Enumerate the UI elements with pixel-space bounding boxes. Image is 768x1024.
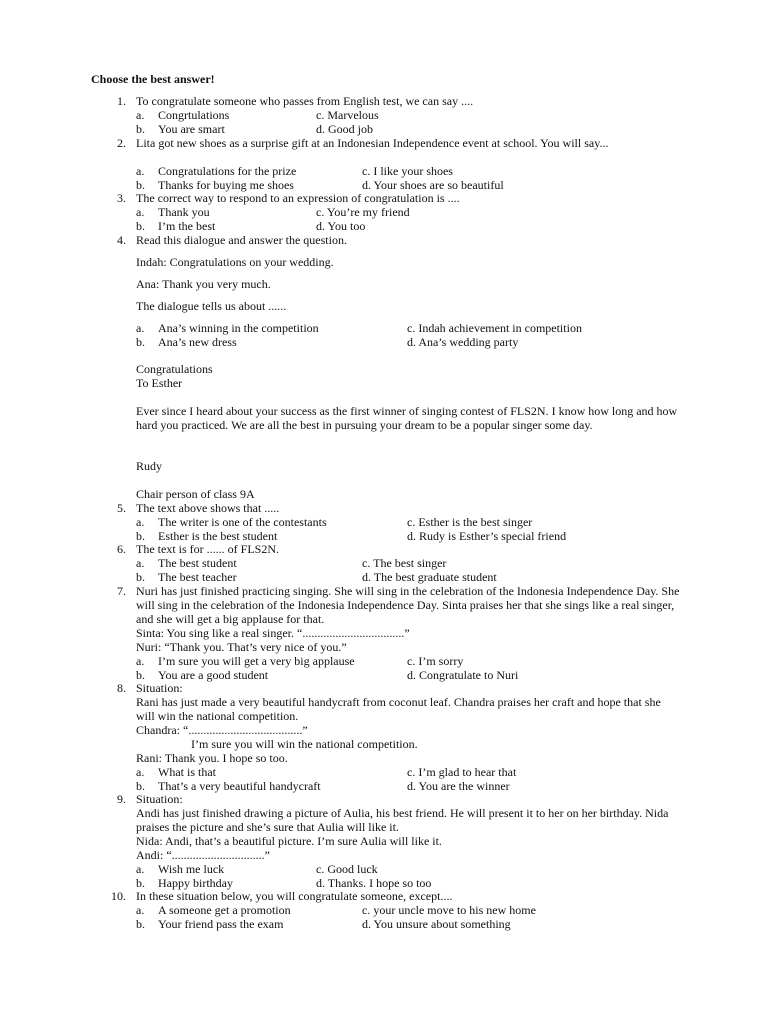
option-c: c. I’m glad to hear that [407,765,517,779]
option-c: c. I’m sorry [407,654,464,668]
option-d: d. Congratulate to Nuri [407,668,519,682]
question-text: To congratulate someone who passes from English test, we can say .... [136,94,474,108]
option-a: a. Thank you [136,205,210,219]
dialogue-line: Nuri: “Thank you. That’s very nice of you.” [136,640,347,654]
option-b: b. The best teacher [136,570,237,584]
option-a: a. Ana’s winning in the competition [136,321,319,335]
option-a: a. I’m sure you will get a very big applause [136,654,355,668]
dialogue-line: Sinta: You sing like a real singer. “..................................” [136,626,410,640]
dialogue-line: Rani: Thank you. I hope so too. [136,751,288,765]
question-number: 6. [117,542,126,556]
option-b: b. Thanks for buying me shoes [136,178,294,192]
instruction-title: Choose the best answer! [91,72,215,86]
dialogue-line: Indah: Congratulations on your wedding. [136,255,334,269]
option-b: b. That’s a very beautiful handycraft [136,779,321,793]
question-number: 7. [117,584,126,598]
option-d: d. Ana’s wedding party [407,335,519,349]
option-a: a. Congratulations for the prize [136,164,297,178]
option-a: a. The writer is one of the contestants [136,515,327,529]
option-a: a. The best student [136,556,237,570]
question-text: Situation: [136,681,183,695]
option-b: b. I’m the best [136,219,216,233]
option-d: d. Rudy is Esther’s special friend [407,529,567,543]
question-text: In these situation below, you will congratulate someone, except.... [136,889,453,903]
option-d: d. You unsure about something [362,917,511,931]
question-text: The correct way to respond to an expression of congratulation is .... [136,191,460,205]
option-a: a. Wish me luck [136,862,225,876]
question-text: The text above shows that ..... [136,501,280,515]
dialogue-line: Nida: Andi, that’s a beautiful picture. I’m sure Aulia will like it. [136,834,442,848]
question-text: Read this dialogue and answer the question. [136,233,347,247]
option-a: a. A someone get a promotion [136,903,291,917]
option-c: c. Marvelous [316,108,379,122]
question-number: 10. [111,889,126,903]
option-b: b. You are smart [136,122,225,136]
card-body: Ever since I heard about your success as the first winner of singing contest of FLS2N. I know how long and how hard you practiced. We are all the best in pursuing your dream to be a popular singer some day. [136,404,678,432]
situation-text: Rani has just made a very beautiful handycraft from coconut leaf. Chandra praises her craft and hope that she will win the national competition. [136,695,661,723]
question-text: Lita got new shoes as a surprise gift at an Indonesian Independence event at school. You will say... [136,136,609,150]
option-d: d. Thanks. I hope so too [316,876,432,890]
situation-text: Andi has just finished drawing a picture of Aulia, his best friend. He will present it to her on her birthday. Nida praises the picture and she’s sure that Aulia will like it. [136,806,669,834]
option-c: c. The best singer [362,556,447,570]
question-text: Nuri has just finished practicing singing. She will sing in the celebration of the Indonesia Independence Day. She will sing in the celebration of the Indonesia Independence Day. Sinta praises her that she sings like a real singer, and she will get a big applause for that. [136,584,680,626]
option-c: c. You’re my friend [316,205,410,219]
option-b: b. You are a good student [136,668,269,682]
question-text: The text is for ...... of FLS2N. [136,542,279,556]
dialogue-line: Chandra: “......................................” [136,723,308,737]
question-number: 1. [117,94,126,108]
option-c: c. your uncle move to his new home [362,903,536,917]
card-role: Chair person of class 9A [136,487,255,501]
option-d: d. You are the winner [407,779,510,793]
dialogue-line: I’m sure you will win the national competition. [191,737,418,751]
card-recipient: To Esther [136,376,183,390]
option-a: a. Congrtulations [136,108,230,122]
question-number: 3. [117,191,126,205]
option-b: b. Your friend pass the exam [136,917,284,931]
option-a: a. What is that [136,765,216,779]
option-c: c. Good luck [316,862,378,876]
question-number: 5. [117,501,126,515]
option-d: d. Good job [316,122,373,136]
question-number: 9. [117,792,126,806]
question-number: 4. [117,233,126,247]
option-d: d. You too [316,219,366,233]
option-c: c. I like your shoes [362,164,453,178]
question-number: 8. [117,681,126,695]
option-c: c. Esther is the best singer [407,515,533,529]
option-d: d. The best graduate student [362,570,497,584]
option-b: b. Esther is the best student [136,529,278,543]
dialogue-line: Andi: “...............................” [136,848,270,862]
question-number: 2. [117,136,126,150]
question-prompt: The dialogue tells us about ...... [136,299,287,313]
option-c: c. Indah achievement in competition [407,321,582,335]
option-b: b. Ana’s new dress [136,335,237,349]
card-signature: Rudy [136,459,163,473]
dialogue-line: Ana: Thank you very much. [136,277,271,291]
option-d: d. Your shoes are so beautiful [362,178,504,192]
option-b: b. Happy birthday [136,876,233,890]
card-heading: Congratulations [136,362,213,376]
question-text: Situation: [136,792,183,806]
